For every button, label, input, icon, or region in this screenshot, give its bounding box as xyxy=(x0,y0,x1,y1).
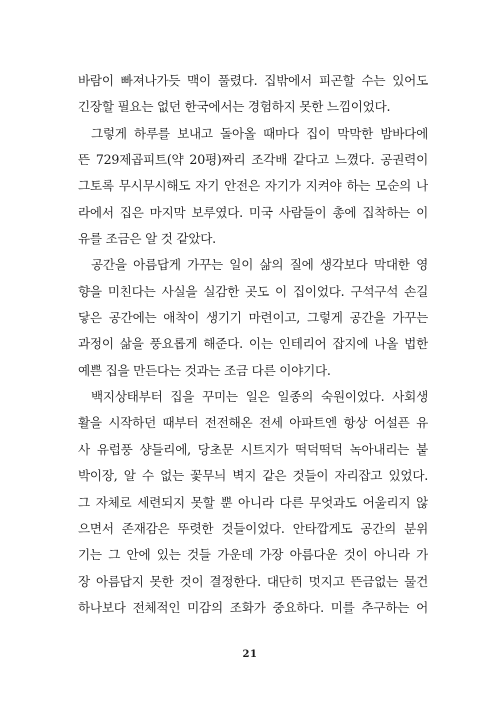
text-line: 사 유럽풍 샹들리에, 당초문 시트지가 떡덕떡덕 녹아내리는 붙 xyxy=(78,441,428,457)
text-line: 닿은 공간에는 애착이 생기기 마련이고, 그렇게 공간을 가꾸는 xyxy=(78,310,428,326)
text-line: 뜬 729제곱피트(약 20평)짜리 조각배 같다고 느꼈다. 공권력이 xyxy=(78,152,428,168)
paragraph xyxy=(78,384,428,621)
text-line: 유를 조금은 알 것 같았다. xyxy=(78,231,216,247)
paragraph xyxy=(78,121,428,253)
text-line: 장 아름답지 못한 것이 결정한다. 대단히 멋지고 뜬금없는 물건 xyxy=(78,573,428,589)
paragraph xyxy=(78,252,428,384)
text-line: 긴장할 필요는 없던 한국에서는 경험하지 못한 느낌이었다. xyxy=(78,99,391,115)
text-line: 그렇게 하루를 보내고 돌아올 때마다 집이 막막한 밤바다에 xyxy=(91,125,428,141)
body-text xyxy=(78,68,428,621)
paragraph xyxy=(78,68,428,121)
text-line: 하나보다 전체적인 미감의 조화가 중요하다. 미를 추구하는 어 xyxy=(78,599,428,615)
text-line: 백지상태부터 집을 꾸미는 일은 일종의 숙원이었다. 사회생 xyxy=(91,389,428,405)
text-line: 그 자체로 세련되지 못할 뿐 아니라 다른 무엇과도 어울리지 않 xyxy=(78,494,428,510)
text-line: 라에서 집은 마지막 보루였다. 미국 사람들이 총에 집착하는 이 xyxy=(78,204,428,220)
text-line: 활을 시작하던 때부터 전전해온 전세 아파트엔 항상 어설픈 유 xyxy=(78,415,428,431)
text-line: 공간을 아름답게 가꾸는 일이 삶의 질에 생각보다 막대한 영 xyxy=(91,257,428,273)
text-line: 박이장, 알 수 없는 꽃무늬 벽지 같은 것들이 자리잡고 있었다. xyxy=(78,468,428,484)
text-line: 향을 미친다는 사실을 실감한 곳도 이 집이었다. 구석구석 손길 xyxy=(78,283,428,299)
text-line: 과정이 삶을 풍요롭게 해준다. 이는 인테리어 잡지에 나올 법한 xyxy=(78,336,428,352)
text-line: 바람이 빠져나가듯 맥이 풀렸다. 집밖에서 피곤할 수는 있어도 xyxy=(78,73,428,88)
page-number: 21 xyxy=(242,649,258,660)
text-line: 예쁜 집을 만든다는 것과는 조금 다른 이야기다. xyxy=(78,362,331,378)
text-line: 으면서 존재감은 뚜렷한 것들이었다. 안타깝게도 공간의 분위 xyxy=(78,520,428,536)
text-line: 기는 그 안에 있는 것들 가운데 가장 아름다운 것이 아니라 가 xyxy=(78,547,428,563)
text-line: 그토록 무시무시해도 자기 안전은 자기가 지켜야 하는 모순의 나 xyxy=(78,178,428,194)
